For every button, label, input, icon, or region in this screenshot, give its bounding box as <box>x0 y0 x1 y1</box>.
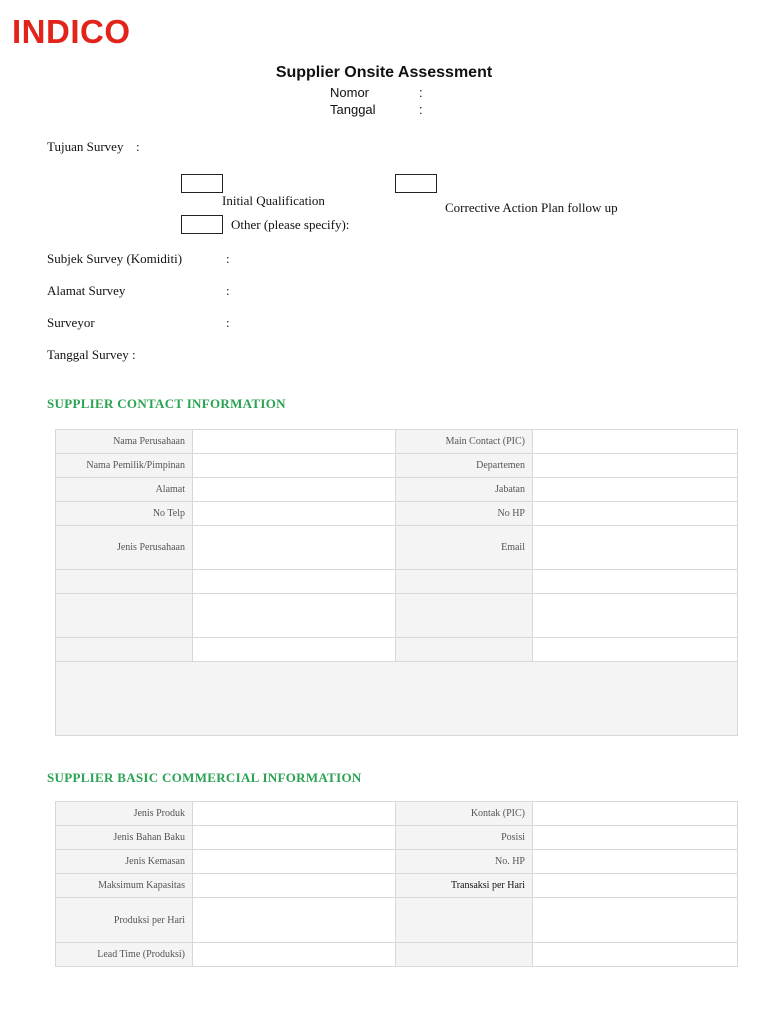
tujuan-survey-colon: : <box>136 139 140 154</box>
no-telp-field[interactable] <box>193 502 396 526</box>
produksi-per-hari-field[interactable] <box>193 898 396 943</box>
no-hp-field[interactable] <box>533 502 738 526</box>
empty-field-cell[interactable] <box>193 594 396 638</box>
alamat-survey-label: Alamat Survey <box>47 283 126 298</box>
empty-label-cell <box>396 594 533 638</box>
empty-label-cell <box>396 638 533 662</box>
empty-field-cell[interactable] <box>533 594 738 638</box>
table-row <box>56 662 738 736</box>
alamat-label: Alamat <box>56 478 193 502</box>
notes-area[interactable] <box>56 662 738 736</box>
contact-section-title: SUPPLIER CONTACT INFORMATION <box>47 396 286 411</box>
table-row <box>56 430 738 454</box>
corrective-action-checkbox[interactable] <box>395 174 437 193</box>
transaksi-per-hari-label: Transaksi per Hari <box>396 874 533 898</box>
lead-time-label: Lead Time (Produksi) <box>56 943 193 967</box>
jabatan-label: Jabatan <box>396 478 533 502</box>
tujuan-survey-label: Tujuan Survey <box>47 139 124 154</box>
posisi-label: Posisi <box>396 826 533 850</box>
table-row <box>56 454 738 478</box>
table-row <box>56 594 738 638</box>
contact-info-table <box>55 429 738 736</box>
maksimum-kapasitas-label: Maksimum Kapasitas <box>56 874 193 898</box>
initial-qualification-label: Initial Qualification <box>222 193 325 208</box>
table-row <box>56 526 738 570</box>
table-row <box>56 850 738 874</box>
email-field[interactable] <box>533 526 738 570</box>
table-row <box>56 802 738 826</box>
empty-label-cell <box>56 570 193 594</box>
jenis-produk-field[interactable] <box>193 802 396 826</box>
commercial-section-title: SUPPLIER BASIC COMMERCIAL INFORMATION <box>47 770 362 785</box>
table-row <box>56 874 738 898</box>
initial-qualification-checkbox[interactable] <box>181 174 223 193</box>
tanggal-survey-label <box>47 347 136 363</box>
table-row <box>56 638 738 662</box>
jenis-kemasan-label: Jenis Kemasan <box>56 850 193 874</box>
empty-field-cell[interactable] <box>193 638 396 662</box>
empty-label-cell <box>56 594 193 638</box>
jenis-produk-label: Jenis Produk <box>56 802 193 826</box>
nama-perusahaan-label: Nama Perusahaan <box>56 430 193 454</box>
maksimum-kapasitas-field[interactable] <box>193 874 396 898</box>
empty-label-cell <box>396 570 533 594</box>
empty-field-cell[interactable] <box>533 943 738 967</box>
surveyor-colon: : <box>226 315 230 330</box>
corrective-action-label: Corrective Action Plan follow up <box>445 200 618 215</box>
surveyor-label: Surveyor <box>47 315 95 330</box>
jabatan-field[interactable] <box>533 478 738 502</box>
tanggal-survey-text: Tanggal Survey <box>47 347 129 362</box>
nama-pemilik-label: Nama Pemilik/Pimpinan <box>56 454 193 478</box>
jenis-bahan-baku-field[interactable] <box>193 826 396 850</box>
tanggal-colon: : <box>419 102 423 117</box>
produksi-per-hari-label: Produksi per Hari <box>56 898 193 943</box>
other-checkbox[interactable] <box>181 215 223 234</box>
empty-field-cell[interactable] <box>533 638 738 662</box>
alamat-survey-colon: : <box>226 283 230 298</box>
kontak-pic-label: Kontak (PIC) <box>396 802 533 826</box>
tanggal-survey-colon: : <box>132 347 136 362</box>
table-row <box>56 570 738 594</box>
subjek-survey-label: Subjek Survey (Komiditi) <box>47 251 183 266</box>
empty-field-cell[interactable] <box>193 570 396 594</box>
empty-label-cell <box>396 898 533 943</box>
subjek-survey-colon: : <box>226 251 230 266</box>
departemen-label: Departemen <box>396 454 533 478</box>
alamat-field[interactable] <box>193 478 396 502</box>
table-row <box>56 898 738 943</box>
other-label: Other (please specify): <box>231 217 350 232</box>
empty-field-cell[interactable] <box>533 898 738 943</box>
no-hp-field[interactable] <box>533 850 738 874</box>
page-title: Supplier Onsite Assessment <box>275 64 493 81</box>
main-contact-field[interactable] <box>533 430 738 454</box>
transaksi-per-hari-field[interactable] <box>533 874 738 898</box>
jenis-bahan-baku-label: Jenis Bahan Baku <box>56 826 193 850</box>
jenis-perusahaan-field[interactable] <box>193 526 396 570</box>
nomor-colon: : <box>419 85 423 100</box>
empty-label-cell <box>56 638 193 662</box>
email-label: Email <box>396 526 533 570</box>
empty-field-cell[interactable] <box>533 570 738 594</box>
table-row <box>56 826 738 850</box>
kontak-pic-field[interactable] <box>533 802 738 826</box>
jenis-kemasan-field[interactable] <box>193 850 396 874</box>
tanggal-label: Tanggal <box>330 102 376 117</box>
table-row <box>56 502 738 526</box>
empty-label-cell <box>396 943 533 967</box>
nomor-label: Nomor <box>330 85 370 100</box>
table-row <box>56 478 738 502</box>
no-hp-label: No. HP <box>396 850 533 874</box>
nama-perusahaan-field[interactable] <box>193 430 396 454</box>
departemen-field[interactable] <box>533 454 738 478</box>
indico-logo: INDICO <box>12 13 131 50</box>
lead-time-field[interactable] <box>193 943 396 967</box>
posisi-field[interactable] <box>533 826 738 850</box>
no-telp-label: No Telp <box>56 502 193 526</box>
nama-pemilik-field[interactable] <box>193 454 396 478</box>
main-contact-label: Main Contact (PIC) <box>396 430 533 454</box>
jenis-perusahaan-label: Jenis Perusahaan <box>56 526 193 570</box>
table-row <box>56 943 738 967</box>
no-hp-label: No HP <box>396 502 533 526</box>
commercial-info-table <box>55 801 738 967</box>
